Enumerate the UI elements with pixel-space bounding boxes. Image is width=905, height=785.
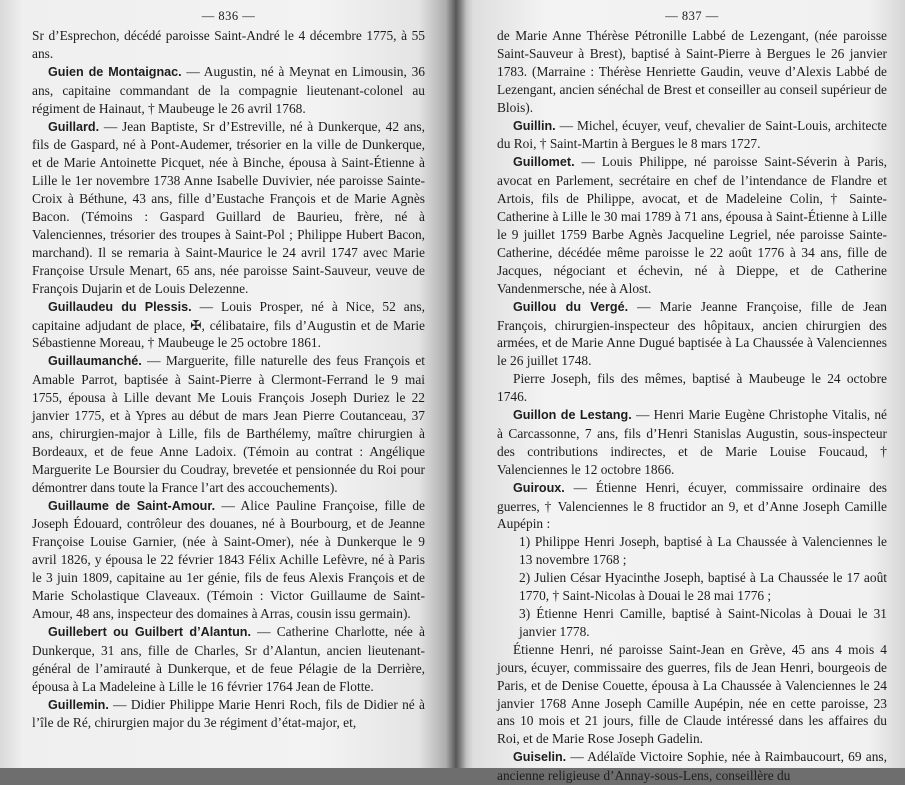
entry [497, 153, 887, 297]
entry-text: — Marguerite, fille naturelle des feus François et Amable Parrot, baptisée à Saint-Pierre à Clermont-Ferrand le 9 mai 1755, épousa à Lille devant Me Louis François Joseph Duriez le 22 janvier 1775, et à Ypres au début de mars Jean Pierre Coutanceau, 37 ans, chirurgien-major à Lille, fils de Barthélemy, maître chirurgien à Bordeaux, et de feue Anne Ladoix. (Témoin au contrat : Angélique Marguerite Le Boursier du Coudray, brevetée et pensionnée du Roi pour démontrer dans toute la France l’art des accouchements). [32, 353, 425, 495]
entry [32, 623, 425, 696]
entry-name: Guillaumanché. [48, 354, 142, 369]
enumerated-child [497, 605, 887, 641]
entry-text: — Henri Marie Eugène Christophe Vitalis, né à Carcassonne, 7 ans, fils d’Henri Stanislas Augustin, sous-inspecteur des contributions indirectes, et de Marie Louise Foucaud, † Valenciennes le 12 octobre 1866. [497, 407, 887, 477]
entry-text: — Didier Philippe Marie Henri Roch, fils de Didier né à l’île de Ré, chirurgien major du 3e régiment d’état-major, et, [32, 696, 425, 731]
entry-name: Guillard. [48, 119, 100, 134]
entry-text: — Louis Philippe, né paroisse Saint-Séverin à Paris, avocat en Parlement, secrétaire en chef de l’intendance de Flandre et Artois, fils de Philippe, avocat, et de Madeleine Colin, † Sainte-Catherine à Lille le 30 mai 1789 à 71 ans, épousa à Saint-Étienne à Lille le 9 juillet 1759 Barbe Agnès Jacqueline Legriel, née paroisse Sainte-Catherine, décédée même paroisse le 22 août 1776 à 34 ans, fille de Jacques, négociant et échevin, né à Dieppe, et de Catherine Vandenmersche, née à Alost. [497, 154, 887, 296]
page-number: — 836 — [201, 9, 256, 23]
entry-text: — Adélaïde Victoire Sophie, née à Raimbaucourt, 69 ans, ancienne religieuse d’Annay-sous-Lens, conseillère du [497, 749, 887, 784]
entry [32, 298, 425, 353]
entry-text: 1) Philippe Henri Joseph, baptisé à La Chaussée à Valenciennes le 13 novembre 1768 ; [519, 534, 887, 568]
entry-text: — Alice Pauline Françoise, fille de Joseph Édouard, contrôleur des douanes, né à Bourbourg, et de Jeanne Françoise Louise Garnier, (née à Saint-Omer), née à Dunkerque le 9 avril 1826, y épousa le 22 février 1843 Félix Achille Lefèvre, né à Paris le 3 juin 1809, capitaine au 1er génie, fils de feus Alexis François et de Marie Scholastique Claveaux. (Témoin : Victor Guillaume de Saint-Amour, 48 ans, inspecteur des domaines à Arras, cousin issu germain). [32, 497, 425, 621]
entry-text: — Louis Prosper, né à Nice, 52 ans, capitaine adjudant de place, ✠, célibataire, fils d’Augustin et de Marie Sébastienne Moreau, † Maubeuge le 25 octobre 1861. [32, 298, 425, 351]
entry-name: Guien de Montaignac. [48, 64, 182, 79]
entry-text: — Catherine Charlotte, née à Dunkerque, 31 ans, fille de Charles, Sr d’Alantun, ancien lieutenant-général de l’amirauté à Dunkerque, et de feue Pélagie de la Derrière, épousa à La Madeleine à Lille le 16 février 1764 Jean de Flotte. [32, 623, 425, 694]
entry-text: Étienne Henri, né paroisse Saint-Jean en Grève, 45 ans 4 mois 4 jours, écuyer, commissaire des guerres, fils de Jean Henri, bourgeois de Paris, et de Denise Couette, épousa à La Chaussée à Valenciennes le 24 janvier 1768 Anne Joseph Camille Aupépin, née en cette paroisse, 23 ans 10 mois et 21 jours, fille de Claude intéressé dans les affaires du Roi, et de Marie Rose Joseph Gadelin. [497, 641, 887, 747]
entry-text: — Michel, écuyer, veuf, chevalier de Saint-Louis, architecte du Roi, † Saint-Martin à Bergues le 8 mars 1727. [497, 117, 887, 152]
entry-name: Guillin. [513, 118, 556, 133]
entry-text: — Étienne Henri, écuyer, commissaire ordinaire des guerres, † Valenciennes le 8 fructidor an 9, et d’Anne Joseph Camille Aupépin : [497, 479, 887, 532]
entry-text: — Jean Baptiste, Sr d’Estreville, né à Dunkerque, 42 ans, fils de Gaspard, né à Pont-Audemer, trésorier en la ville de Dunkerque, et de Marie Antoinette Picquet, née à Binche, épousa à Saint-Étienne à Lille le 1er novembre 1738 Anne Isabelle Duvivier, née paroisse Sainte-Croix à Béthune, 43 ans, fille d’Eustache François et de Marie Agnès Bacon. (Témoins : Gaspard Guillard de Baurieu, frère, né à Valenciennes, trésorier des troupes à Saint-Pol ; Philippe Hubert Bacon, marchand). Il se remaria à Saint-Maurice le 24 avril 1747 avec Marie Françoise Ursule Menart, 65 ans, née paroisse Saint-Sauveur, veuve de François Dujarin et de Louis Delezenne. [32, 118, 425, 296]
entry [497, 117, 887, 154]
entry-continuation [32, 27, 425, 63]
enumerated-child [497, 569, 887, 605]
entry [497, 406, 887, 479]
left-page [0, 0, 455, 768]
entry-text: — Augustin, né à Meynat en Limousin, 36 ans, capitaine commandant de la compagnie lieutenant-colonel au régiment de Hainaut, † Maubeuge le 26 avril 1768. [32, 63, 425, 116]
entry-text: — Marie Jeanne Françoise, fille de Jean François, chirurgien-inspecteur des hôpitaux, ancien chirurgien des armées, et de Marie Anne Dugué baptisée à La Chaussée à Valenciennes le 26 juillet 1748. [497, 298, 887, 369]
page-number: — 837 — [665, 9, 719, 23]
entry-text: de Marie Anne Thérèse Pétronille Labbé de Lezengant, (née paroisse Saint-Sauveur à Brest), baptisé à Saint-Pierre à Bergues le 26 janvier 1783. (Marraine : Thérèse Henriette Gaudin, veuve d’Alexis Labbé de Lezengant, ancien sénéchal de Brest et conseiller au conseil supérieur de Blois). [497, 28, 887, 115]
entry-paragraph [497, 370, 887, 406]
entry-text: Sr d’Esprechon, décédé paroisse Saint-André le 4 décembre 1775, à 55 ans. [32, 28, 425, 61]
entry-name: Guillon de Lestang. [513, 408, 632, 423]
entry-name: Guillou du Vergé. [513, 299, 629, 314]
entry-name: Guillaume de Saint-Amour. [48, 498, 216, 513]
entry-text: 3) Étienne Henri Camille, baptisé à Saint-Nicolas à Douai le 31 janvier 1778. [519, 606, 887, 639]
entry-name: Guiroux. [513, 480, 565, 495]
entry-paragraph [497, 641, 887, 748]
entry [32, 696, 425, 733]
entry-text: 2) Julien César Hyacinthe Joseph, baptisé à La Chaussée le 17 août 1770, † Saint-Nicolas à Douai le 28 mai 1776 ; [519, 570, 887, 604]
entry-name: Guillebert ou Guilbert d’Alantun. [48, 624, 251, 639]
entries-list [497, 27, 887, 785]
right-page [455, 0, 905, 784]
entry-name: Guillaudeu du Plessis. [48, 299, 192, 314]
entry [497, 479, 887, 534]
enumerated-child [497, 533, 887, 569]
entry [497, 748, 887, 785]
entry-name: Guiselin. [513, 750, 567, 765]
entry-name: Guillemin. [48, 697, 109, 712]
entry [497, 298, 887, 371]
entry [32, 352, 425, 496]
entry [32, 63, 425, 118]
entry [32, 497, 425, 623]
entry-name: Guillomet. [513, 155, 575, 170]
entry-text: Pierre Joseph, fils des mêmes, baptisé à Maubeuge le 24 octobre 1746. [497, 371, 887, 405]
entries-list [32, 27, 425, 732]
entry [32, 118, 425, 298]
entry-continuation [497, 27, 887, 117]
